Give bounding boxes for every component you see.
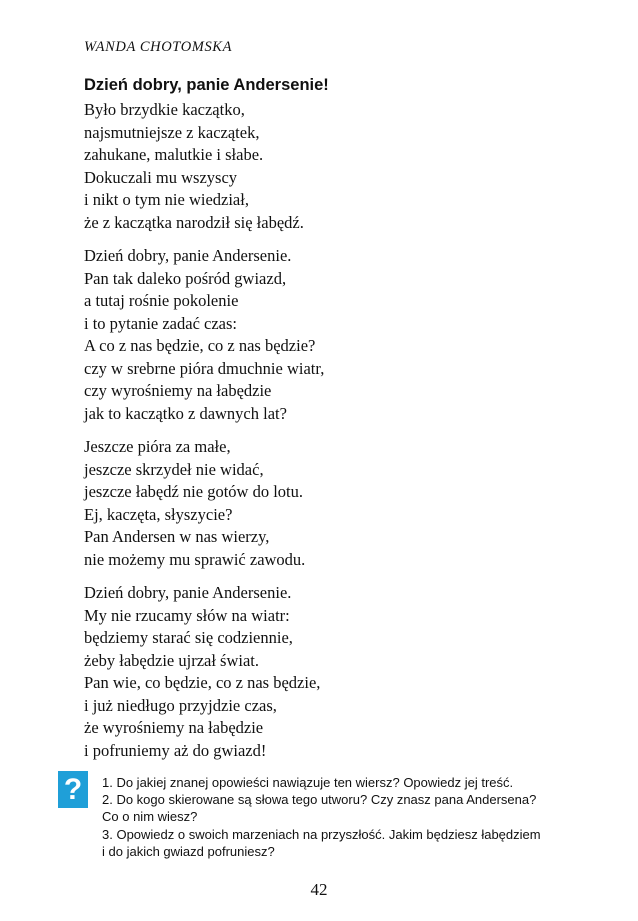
question-line: 2. Do kogo skierowane są słowa tego utworu? Czy znasz pana Andersena? (102, 792, 537, 808)
poem-body (84, 99, 564, 762)
stanza-1 (84, 99, 564, 234)
poem-line: będziemy starać się codziennie, (84, 628, 293, 647)
poem-line: Pan wie, co będzie, co z nas będzie, (84, 673, 321, 692)
poem-line: zahukane, malutkie i słabe. (84, 145, 264, 164)
poem-line: jeszcze skrzydeł nie widać, (84, 459, 264, 479)
poem-line: nie możemy mu sprawić zawodu. (84, 549, 306, 569)
question-line: 1. Do jakiej znanej opowieści nawiązuje ten wiersz? Opowiedz jej treść. (102, 775, 514, 790)
poem-title: Dzień dobry, panie Andersenie! (84, 76, 329, 94)
page-number: 42 (310, 880, 328, 899)
poem-line: Dzień dobry, panie Andersenie. (84, 246, 292, 265)
author-name: WANDA CHOTOMSKA (84, 39, 233, 55)
poem-line: Dzień dobry, panie Andersenie. (84, 583, 292, 602)
poem-line: a tutaj rośnie pokolenie (84, 291, 239, 310)
poem-line: jeszcze łabędź nie gotów do lotu. (84, 482, 304, 501)
poem-line: i nikt o tym nie wiedział, (84, 190, 249, 209)
poem-line: i pofruniemy aż do gwiazd! (84, 740, 267, 760)
poem-line: żeby łabędzie ujrzał świat. (84, 650, 259, 670)
poem-line: Dokuczali mu wszyscy (84, 167, 238, 187)
poem-line: że wyrośniemy na łabędzie (84, 718, 264, 737)
stanza-3 (84, 436, 564, 571)
question-line: 3. Opowiedz o swoich marzeniach na przyszłość. Jakim będziesz łabędziem (102, 826, 541, 842)
stanza-2 (84, 245, 564, 425)
poem-line: że z kaczątka narodził się łabędź. (84, 212, 304, 232)
poem-line: i już niedługo przyjdzie czas, (84, 695, 277, 715)
stanza-4 (84, 582, 564, 762)
poem-line: i to pytanie zadać czas: (84, 313, 238, 333)
poem-line: Pan tak daleko pośród gwiazd, (84, 268, 287, 288)
poem-line: My nie rzucamy słów na wiatr: (84, 605, 290, 625)
poem-line: czy w srebrne pióra dmuchnie wiatr, (84, 358, 325, 378)
poem-line: czy wyrośniemy na łabędzie (84, 381, 272, 400)
poem-line: A co z nas będzie, co z nas będzie? (84, 336, 316, 355)
poem-line: Było brzydkie kaczątko, (84, 100, 245, 119)
poem-line: Jeszcze pióra za małe, (84, 437, 231, 456)
poem-line: Pan Andersen w nas wierzy, (84, 527, 270, 546)
poem-line: Ej, kaczęta, słyszycie? (84, 504, 233, 524)
poem-line: jak to kaczątko z dawnych lat? (84, 403, 287, 423)
questions-block (102, 774, 602, 860)
question-line: i do jakich gwiazd pofruniesz? (102, 843, 275, 859)
poem-line: najsmutniejsze z kaczątek, (84, 122, 260, 142)
question-line: Co o nim wiesz? (102, 809, 198, 825)
question-mark-icon: ? (58, 771, 88, 808)
